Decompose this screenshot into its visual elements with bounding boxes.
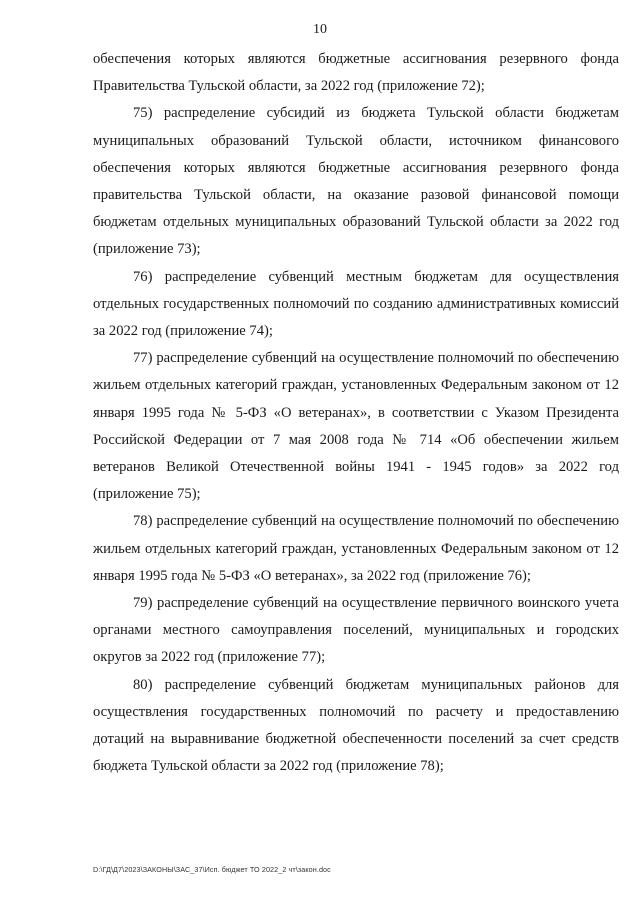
paragraph-item-79: 79) распределение субвенций на осуществление первичного воинского учета органами местного самоуправления поселений, муниципальных и городских округов за 2022 год (приложение 77); xyxy=(93,595,619,666)
paragraph-continuation: обеспечения которых являются бюджетные ассигнования резервного фонда Правительства Тульской области, за 2022 год (приложение 72); xyxy=(93,51,619,95)
document-body xyxy=(93,46,619,780)
file-path-footer: D:\ГД\Д7\2023\ЗАКОНЫ\ЗАС_37\Исп. бюджет ТО 2022_2 чт\закон.doc xyxy=(93,865,331,874)
paragraph-item-75: 75) распределение субсидий из бюджета Тульской области бюджетам муниципальных образований Тульской области, источником финансового обеспечения которых являются бюджетные ассигнования резервного фонда правительства Тульской области, на оказание разовой финансовой помощи бюджетам отдельных муниципальных образований Тульской области за 2022 год (приложение 73); xyxy=(93,105,619,258)
paragraph-item-77: 77) распределение субвенций на осуществление полномочий по обеспечению жильем отдельных категорий граждан, установленных Федеральным законом от 12 января 1995 года № 5-ФЗ «О ветеранах», в соответствии с Указом Президента Российской Федерации от 7 мая 2008 года № 714 «Об обеспечении жильем ветеранов Великой Отечественной войны 1941 - 1945 годов» за 2022 год (приложение 75); xyxy=(93,350,619,503)
page-number: 10 xyxy=(313,22,327,37)
paragraph-item-78: 78) распределение субвенций на осуществление полномочий по обеспечению жильем отдельных категорий граждан, установленных Федеральным законом от 12 января 1995 года № 5-ФЗ «О ветеранах», за 2022 год (приложение 76); xyxy=(93,513,619,584)
paragraph-item-76: 76) распределение субвенций местным бюджетам для осуществления отдельных государственных полномочий по созданию административных комиссий за 2022 год (приложение 74); xyxy=(93,268,619,340)
paragraph-item-80: 80) распределение субвенций бюджетам муниципальных районов для осуществления государственных полномочий по расчету и предоставлению дотаций на выравнивание бюджетной обеспеченности поселений за счет средств бюджета Тульской области за 2022 год (приложение 78); xyxy=(93,676,619,775)
